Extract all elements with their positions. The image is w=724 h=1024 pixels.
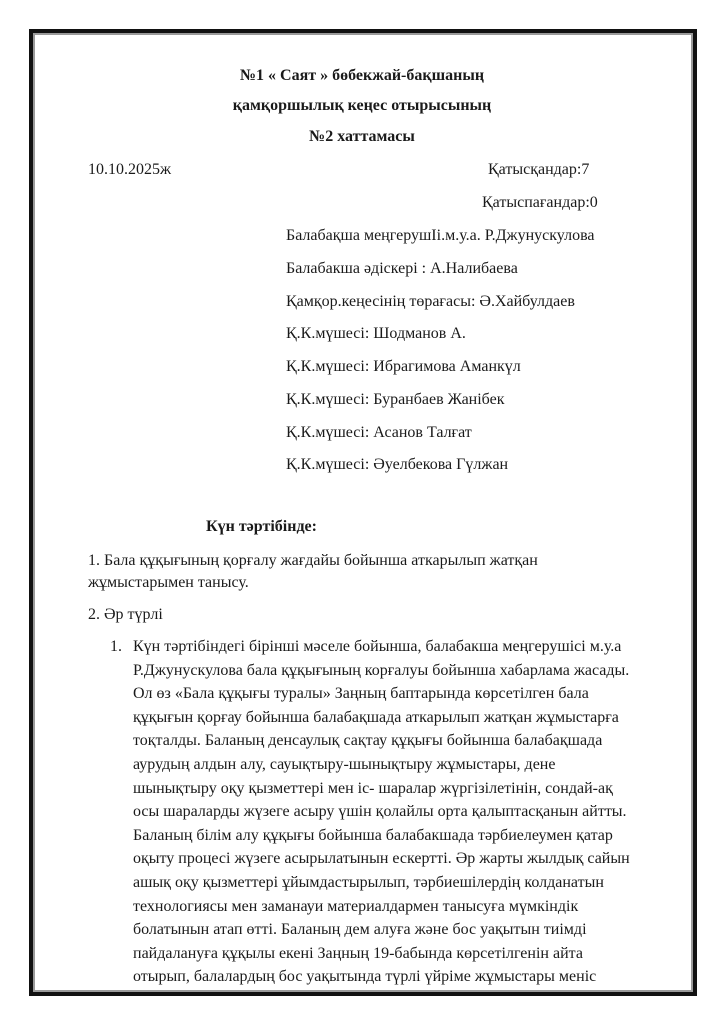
paragraph-line: тоқталды. Баланың денсаулық сақтау құқығы бойынша балабақшада — [133, 732, 603, 750]
paragraph-line: технологиясы мен заманауи материалдармен танысуға мүмкіндік — [133, 897, 579, 915]
meeting-date: 10.10.2025ж — [88, 161, 172, 178]
participant: Қ.К.мүшесі: Асанов Талғат — [286, 424, 472, 441]
agenda-item-1-line-1: 1. Бала құқығының қорғалу жағдайы бойынша аткарылып жатқан — [88, 552, 538, 569]
paragraph-line: құқығын қорғау бойынша балабақшада аткарылып жатқан жұмыстарға — [133, 708, 619, 726]
discussion-number: 1. — [110, 638, 122, 655]
paragraph-line: оқыту процесі жүзеге асырылатынын ескертті. Әр жарты жылдық сайын — [133, 850, 630, 868]
participant: Балабақша меңгерушІі.м.у.а. Р.Джунускулова — [286, 227, 595, 244]
participant: Қамқор.кеңесінің төрағасы: Ә.Хайбулдаев — [286, 293, 575, 310]
discussion-paragraph — [133, 635, 673, 989]
paragraph-line: шынықтыру оқу қызметтері мен іс- шаралар жүргізілетінін, сондай-ақ — [133, 779, 613, 797]
agenda-heading: Күн тәртібінде: — [206, 518, 317, 535]
absent-count: Қатыспағандар:0 — [482, 194, 598, 211]
attended-count: Қатысқандар:7 — [488, 161, 590, 178]
participant: Қ.К.мүшесі: Шодманов А. — [286, 325, 466, 342]
paragraph-line: Ол өз «Бала құқығы туралы» Заңның баптарында көрсетілген бала — [133, 685, 589, 703]
paragraph-line: болатынын атап өтті. Баланың дем алуға және бос уақытын тиімді — [133, 921, 587, 939]
participant: Қ.К.мүшесі: Ибрагимова Аманкүл — [286, 358, 521, 375]
paragraph-line: аурудың алдын алу, сауықтыру-шынықтыру жұмыстары, дене — [133, 755, 556, 773]
paragraph-line: ашық оқу қызметтері ұйымдастырылып, тәрбиешілердің колданатын — [133, 873, 604, 891]
paragraph-line: Р.Джунускулова бала құқығының корғалуы бойынша хабарлама жасады. — [133, 661, 630, 679]
agenda-item-2: 2. Әр түрлі — [88, 606, 163, 623]
title-line-2: қамқоршылық кеңес отырысының — [232, 97, 492, 114]
participant: Қ.К.мүшесі: Буранбаев Жанібек — [286, 391, 505, 408]
participant: Балабакша әдіскері : А.Налибаева — [286, 260, 518, 277]
agenda-item-1-line-2: жұмыстарымен танысу. — [88, 574, 249, 591]
paragraph-line: отырып, балалардың бос уақытында түрлі үйріме жұмыстары меніс — [133, 968, 597, 986]
paragraph-line: пайдалануға құқылы екені Заңның 19-бабында көрсетілгенін айта — [133, 944, 583, 962]
title-line-3: №2 хаттамасы — [309, 128, 415, 145]
participant: Қ.К.мүшесі: Әуелбекова Гүлжан — [286, 456, 509, 473]
title-line-1: №1 « Саят » бөбекжай-бақшаның — [239, 67, 485, 84]
paragraph-line: Баланың білім алу құқығы бойынша балабакшада тәрбиелеумен қатар — [133, 826, 613, 844]
paragraph-line: осы шараларды жүзеге асыру үшін қолайлы орта қалыптасқанын айтты. — [133, 803, 627, 821]
paragraph-line: Күн тәртібіндегі бірінші мәселе бойынша, балабакша меңгерушісі м.у.а — [133, 638, 622, 655]
